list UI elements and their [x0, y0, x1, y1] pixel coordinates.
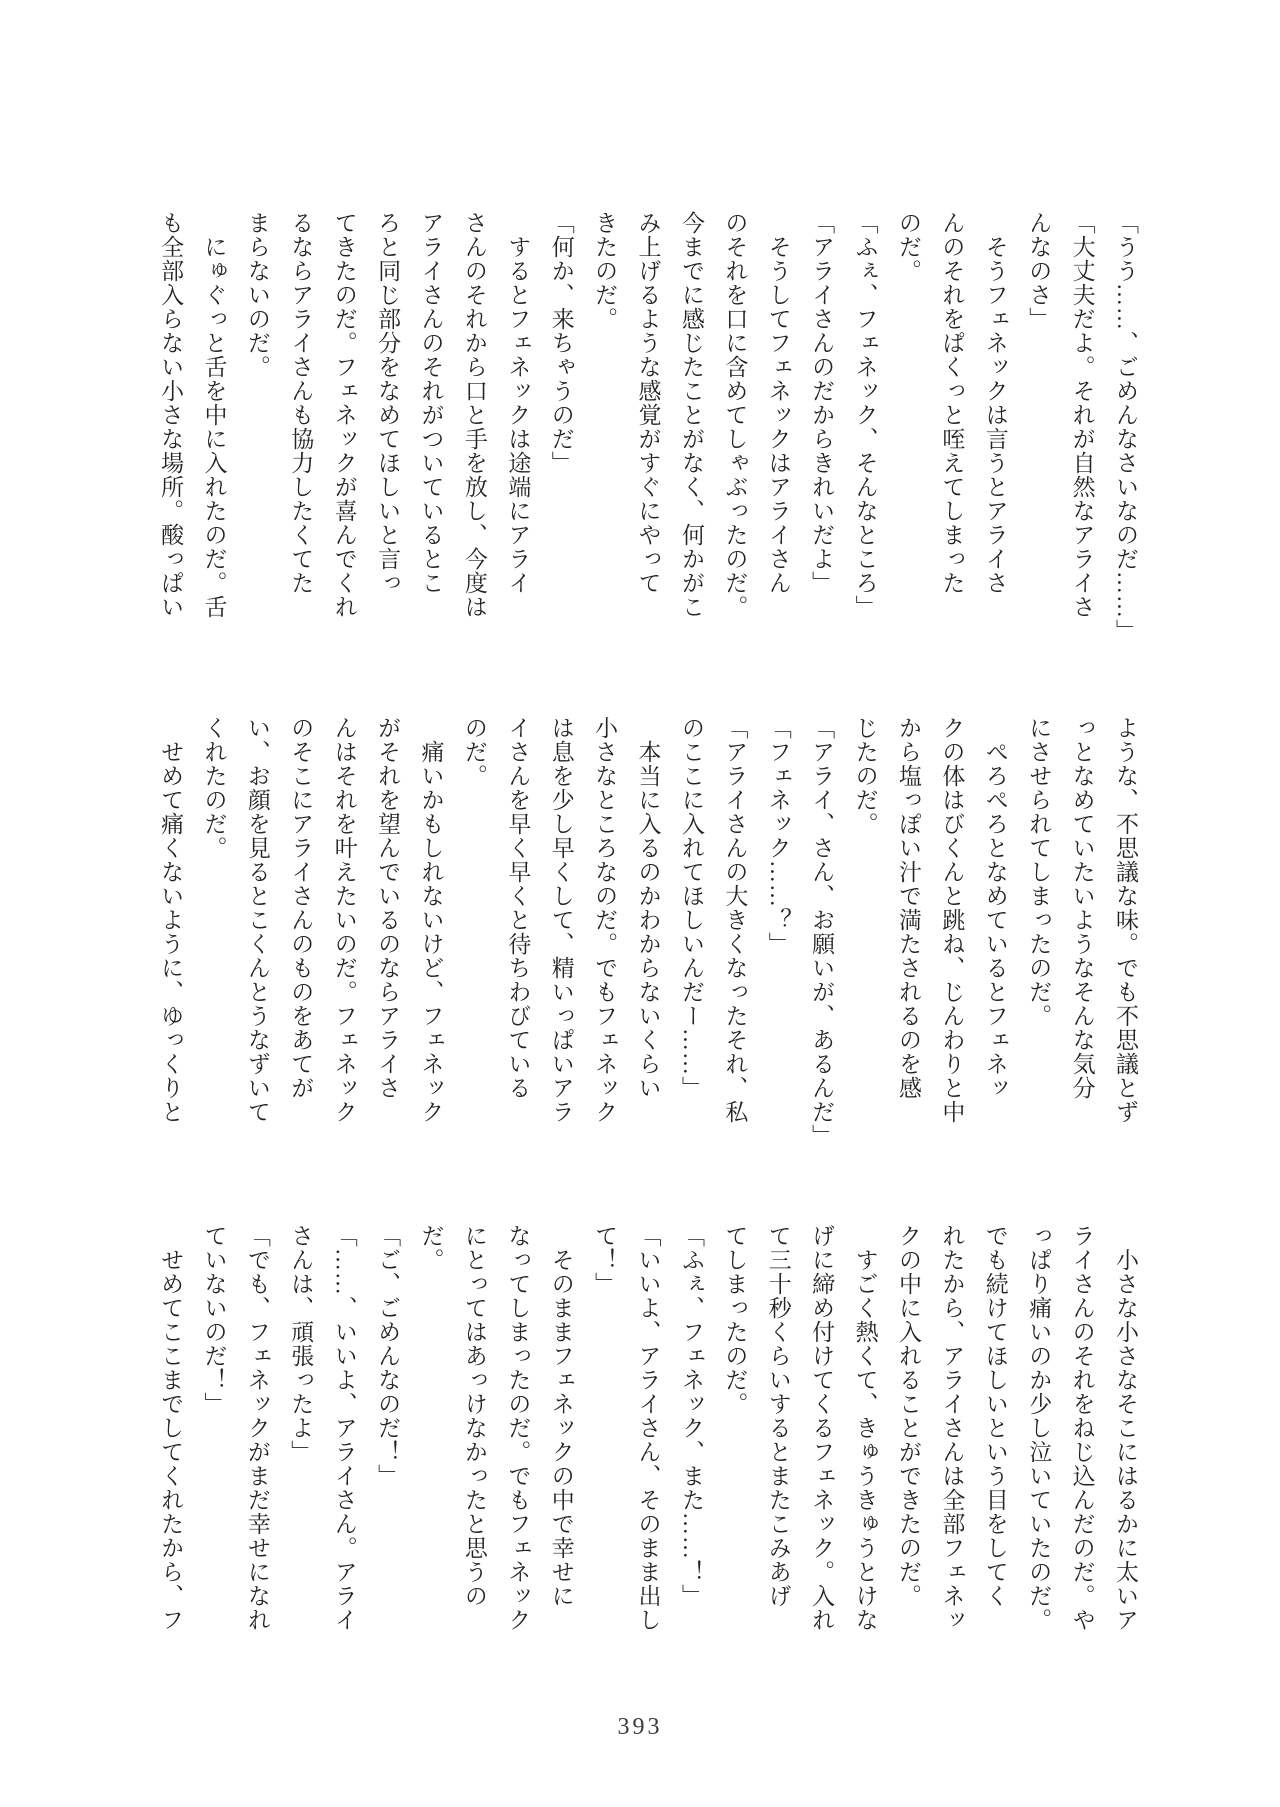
text-column: から塩っぽい汁で満たされるのを感 — [895, 716, 921, 1100]
text-column: イさんを早く早くと待ちわびている — [505, 716, 531, 1100]
text-column: 本当に入るのかわからないくらい — [635, 716, 661, 1100]
page-number: 393 — [617, 1714, 663, 1740]
text-column: て！」 — [592, 1224, 618, 1296]
text-column: 「ふぇ、フェネック、そんなところ」 — [852, 211, 878, 619]
text-column: げに締め付けてくるフェネック。入れ — [809, 1224, 835, 1632]
text-column: そのままフェネックの中で幸せに — [548, 1224, 574, 1608]
text-column: きたのだ。 — [592, 211, 618, 331]
text-column: るならアライさんも協力したくてた — [288, 211, 314, 595]
text-column: れたから、アライさんは全部フェネッ — [939, 1224, 965, 1632]
text-column: のここに入れてほしいんだー……」 — [678, 716, 704, 1100]
text-column: んのそれをぱくっと咥えてしまった — [939, 211, 965, 595]
text-column: 「いいよ、アライさん、そのまま出し — [635, 1224, 661, 1632]
text-column: み上げるような感覚がすぐにやって — [635, 211, 661, 595]
text-column: てしまったのだ。 — [722, 1224, 748, 1416]
text-column: さんのそれから口と手を放し、今度は — [461, 211, 487, 619]
text-column: 「何か、来ちゃうのだ」 — [548, 211, 574, 475]
text-column: せめてここまでしてくれたから、フ — [158, 1224, 184, 1632]
text-column: まらないのだ。 — [244, 211, 270, 379]
text-column: そうしてフェネックはアライさん — [765, 211, 791, 595]
text-column: せめて痛くないように、ゆっくりと — [158, 716, 184, 1124]
text-column: そうフェネックは言うとアライさ — [982, 211, 1008, 595]
text-column: 「うう……、ごめんなさいなのだ……」 — [1113, 211, 1138, 643]
text-column: 「ご、ごめんなのだ！」 — [375, 1224, 401, 1488]
text-column: がそれを望んでいるのならアライさ — [375, 716, 401, 1100]
text-column: アライさんのそれがついているとこ — [418, 211, 444, 595]
text-column: なってしまったのだ。でもフェネック — [505, 1224, 531, 1632]
text-column: クの体はびくんと跳ね、じんわりと中 — [939, 716, 965, 1124]
text-column: 「フェネック……？」 — [765, 716, 791, 956]
text-column: い、お顔を見るとこくんとうなずいて — [244, 716, 270, 1124]
text-column: だ。 — [418, 1224, 444, 1272]
text-column: も全部入らない小さな場所。酸っぱい — [158, 211, 184, 619]
text-column: くれたのだ。 — [201, 716, 227, 860]
text-column: んはそれを叶えたいのだ。フェネック — [331, 716, 357, 1124]
text-column: のだ。 — [895, 211, 921, 283]
text-column: のだ。 — [461, 716, 487, 788]
text-band-middle — [149, 716, 1147, 1148]
text-column: ライさんのそれをねじ込んだのだ。や — [1069, 1224, 1095, 1632]
text-column: さんは、頑張ったよ」 — [288, 1224, 314, 1464]
text-column: にとってはあっけなかったと思うの — [461, 1224, 487, 1608]
text-column: にさせられてしまったのだ。 — [1026, 716, 1052, 1028]
text-column: ぺろぺろとなめているとフェネッ — [982, 716, 1008, 1100]
text-column: するとフェネックは途端にアライ — [505, 211, 531, 595]
text-band-bottom — [149, 1224, 1147, 1648]
text-column: クの中に入れることができたのだ。 — [895, 1224, 921, 1608]
text-column: 「アライさんのだからきれいだよ」 — [809, 211, 835, 595]
text-column: 「大丈夫だよ。それが自然なアライさ — [1069, 211, 1095, 619]
text-column: 「アライ、さん、お願いが、あるんだ」 — [809, 716, 835, 1148]
text-band-top — [149, 211, 1147, 643]
text-column: んなのさ」 — [1026, 211, 1052, 331]
text-column: にゅぐっと舌を中に入れたのだ。舌 — [201, 211, 227, 619]
text-column: てきたのだ。フェネックが喜んでくれ — [331, 211, 357, 619]
text-column: のそれを口に含めてしゃぶったのだ。 — [722, 211, 748, 619]
text-column: でも続けてほしいという目をしてく — [982, 1224, 1008, 1608]
text-column: は息を少し早くして、精いっぱいアラ — [548, 716, 574, 1124]
text-column: 今までに感じたことがなく、何かがこ — [678, 211, 704, 619]
text-column: ていないのだ！」 — [201, 1224, 227, 1416]
text-column: すごく熱くて、きゅうきゅうとけな — [852, 1224, 878, 1632]
text-column: っとなめていたいようなそんな気分 — [1069, 716, 1095, 1100]
text-column: 小さな小さなそこにはるかに太いア — [1113, 1224, 1138, 1632]
text-column: 「……、いいよ、アライさん。アライ — [331, 1224, 357, 1632]
text-column: 「でも、フェネックがまだ幸せになれ — [244, 1224, 270, 1632]
text-column: っぱり痛いのか少し泣いていたのだ。 — [1026, 1224, 1052, 1632]
text-column: 「ふぇ、フェネック、また……！」 — [678, 1224, 704, 1608]
text-column: 小さなところなのだ。でもフェネック — [592, 716, 618, 1124]
text-column: ろと同じ部分をなめてほしいと言っ — [375, 211, 401, 595]
text-column: 痛いかもしれないけど、フェネック — [418, 716, 444, 1124]
text-column: て三十秒くらいするとまたこみあげ — [765, 1224, 791, 1608]
text-column: じたのだ。 — [852, 716, 878, 836]
text-column: ような、不思議な味。でも不思議とず — [1113, 716, 1138, 1124]
text-column: のそこにアライさんのものをあてが — [288, 716, 314, 1100]
text-column: 「アライさんの大きくなったそれ、私 — [722, 716, 748, 1124]
